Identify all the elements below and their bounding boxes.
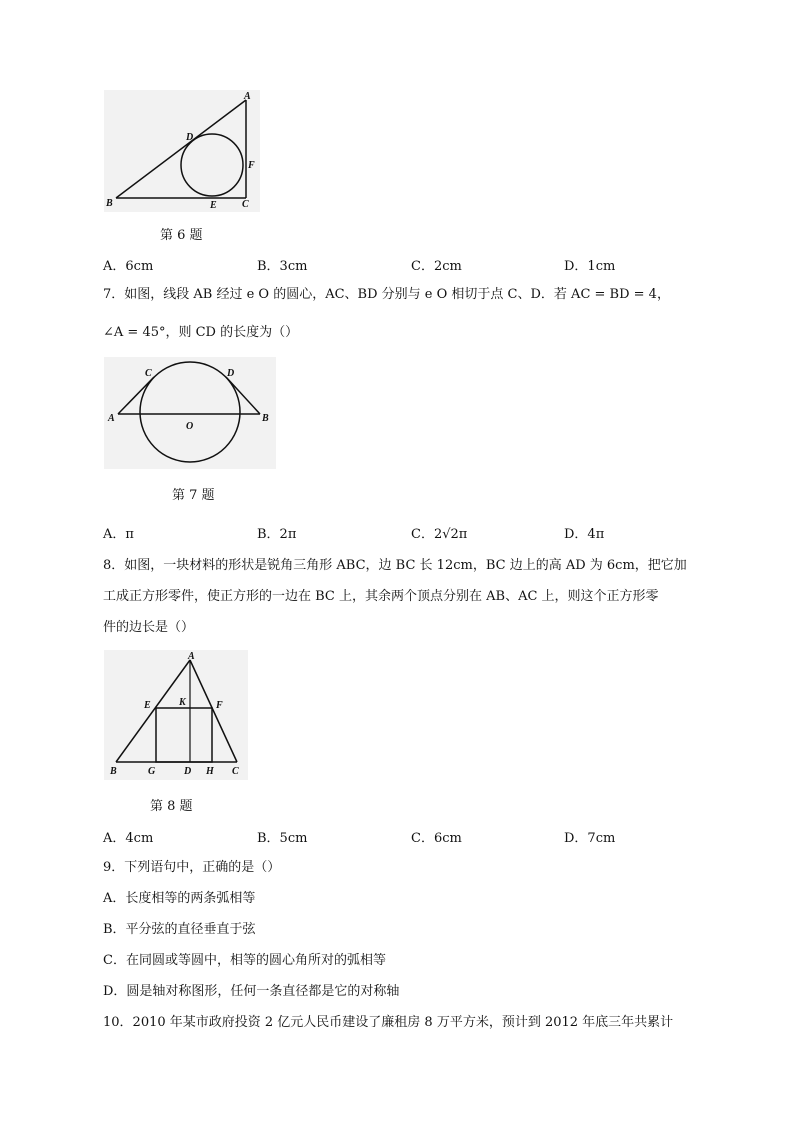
q8-label-d: D <box>184 766 192 777</box>
q7-label-o: O <box>186 421 194 432</box>
q8-caption: 第 8 题 <box>150 799 193 814</box>
q8-option-c: C．6cm <box>411 831 462 846</box>
q8-option-a: A．4cm <box>103 831 154 846</box>
q7-label-c: C <box>145 368 152 379</box>
q9-option-c: C．在同圆或等圆中，相等的圆心角所对的弧相等 <box>103 953 386 968</box>
q8-label-b: B <box>110 766 117 777</box>
q8-label-h: H <box>206 766 214 777</box>
q6-option-d: D．1cm <box>564 259 616 274</box>
q10-stem: 10．2010 年某市政府投资 2 亿元人民币建设了廉租房 8 万平方米，预计到 2012 年底三年共累计 <box>103 1015 674 1030</box>
q7-option-b: B．2π <box>257 527 297 542</box>
q6-figure <box>104 90 260 212</box>
q8-label-c: C <box>232 766 239 777</box>
q8-label-f: F <box>216 700 223 711</box>
q8-option-d: D．7cm <box>564 831 616 846</box>
q6-option-b: B．3cm <box>257 259 308 274</box>
q9-option-d: D．圆是轴对称图形，任何一条直径都是它的对称轴 <box>103 984 400 999</box>
q7-option-c: C．2√2π <box>411 527 468 542</box>
q6-label-f: F <box>248 160 255 171</box>
q8-figure <box>104 650 248 780</box>
q6-label-a: A <box>244 91 251 102</box>
q7-caption: 第 7 题 <box>172 488 215 503</box>
q8-stem-line-3: 件的边长是（） <box>103 620 195 635</box>
q6-label-e: E <box>210 200 217 211</box>
q7-tangent-bd <box>226 377 260 414</box>
q8-label-a: A <box>188 651 195 662</box>
q8-square-efhg <box>156 708 212 762</box>
q7-option-a: A．π <box>103 527 134 542</box>
q7-circle <box>140 362 240 462</box>
q7-label-a: A <box>108 413 115 424</box>
q8-stem-line-2: 工成正方形零件，使正方形的一边在 BC 上，其余两个顶点分别在 AB、AC 上，则这个正方形零 <box>103 589 659 604</box>
q6-label-d: D <box>186 132 194 143</box>
q7-tangent-ac <box>118 377 154 414</box>
q6-inscribed-circle <box>181 134 243 196</box>
q7-label-d: D <box>227 368 235 379</box>
q8-option-b: B．5cm <box>257 831 308 846</box>
q8-stem-line-1: 8．如图，一块材料的形状是锐角三角形 ABC，边 BC 长 12cm，BC 边上的高 AD 为 6cm，把它加 <box>103 558 687 573</box>
q8-label-k: K <box>179 697 186 708</box>
q6-label-b: B <box>106 198 113 209</box>
q8-side-ac <box>190 660 237 762</box>
q9-stem: 9．下列语句中，正确的是（） <box>103 860 281 875</box>
q6-label-c: C <box>242 199 249 210</box>
q9-option-b: B．平分弦的直径垂直于弦 <box>103 922 256 937</box>
q6-caption: 第 6 题 <box>160 228 203 243</box>
q7-figure <box>104 357 276 469</box>
q7-stem-line-2: ∠A = 45°，则 CD 的长度为（） <box>103 325 299 340</box>
q6-side-ab <box>116 100 246 198</box>
q8-label-g: G <box>148 766 156 777</box>
q7-stem-line-1: 7．如图，线段 AB 经过 e O 的圆心，AC、BD 分别与 e O 相切于点 C、D．若 AC = BD = 4， <box>103 287 670 302</box>
q8-side-ab <box>116 660 190 762</box>
q7-label-b: B <box>262 413 269 424</box>
q6-option-c: C．2cm <box>411 259 462 274</box>
q6-option-a: A．6cm <box>103 259 154 274</box>
q8-label-e: E <box>144 700 151 711</box>
q7-option-d: D．4π <box>564 527 605 542</box>
q9-option-a: A．长度相等的两条弧相等 <box>103 891 256 906</box>
